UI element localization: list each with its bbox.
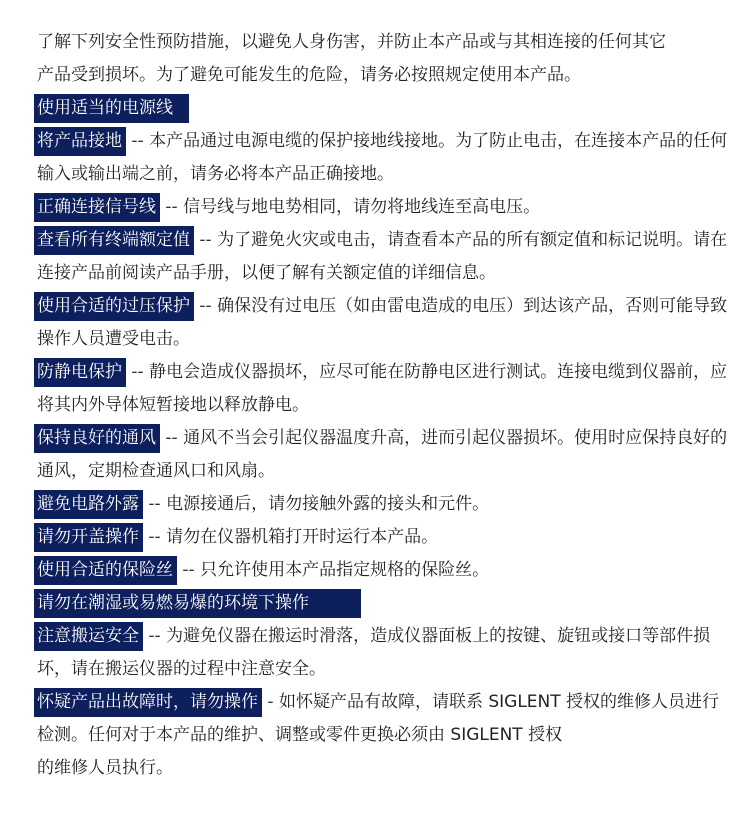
item-separator: -- [160,197,184,217]
intro-line-1: 了解下列安全性预防措施，以避免人身伤害，并防止本产品或与其相连接的任何其它 [37,32,666,52]
item-heading: 怀疑产品出故障时，请勿操作 [34,688,262,717]
intro-line-2: 产品受到损坏。为了避免可能发生的危险，请务必按照规定使用本产品。 [37,65,581,85]
item-heading: 请勿在潮湿或易燃易爆的环境下操作 [34,589,361,618]
item-heading: 保持良好的通风 [34,424,160,453]
item-text: 如怀疑产品有故障，请联系 SIGLENT 授权的维修人员进行检测。任何对于本产品的维护、调整或零件更换必须由 SIGLENT 授权 [37,692,720,745]
item-text: 本产品通过电源电缆的保护接地线接地。为了防止电击，在连接本产品的任何输入或输出端之前，请务必将本产品正确接地。 [37,131,728,184]
item-heading: 请勿开盖操作 [34,523,143,552]
item-heading: 正确连接信号线 [34,193,160,222]
item-text-continued: 的维修人员执行。 [37,758,173,778]
item-separator: -- [143,494,167,514]
item-suspected-fault [37,686,730,785]
item-heading: 避免电路外露 [34,490,143,519]
item-heading: 使用合适的保险丝 [34,556,177,585]
item-heading: 使用合适的过压保护 [34,292,194,321]
item-heading: 将产品接地 [34,127,126,156]
item-text: 电源接通后，请勿接触外露的接头和元件。 [166,494,490,514]
item-esd [37,356,730,422]
item-overvoltage [37,290,730,356]
item-heading: 防静电保护 [34,358,126,387]
item-signal-line [37,191,730,224]
item-separator: -- [143,626,167,646]
item-separator: -- [126,131,150,151]
item-text: 信号线与地电势相同，请勿将地线连至高电压。 [183,197,541,217]
item-separator: -- [126,362,150,382]
item-separator: -- [194,230,218,250]
item-heading: 查看所有终端额定值 [34,226,194,255]
item-terminal-ratings [37,224,730,290]
item-text: 通风不当会引起仪器温度升高，进而引起仪器损坏。使用时应保持良好的通风，定期检查通风口和风扇。 [37,428,728,481]
item-text: 为避免仪器在搬运时滑落，造成仪器面板上的按键、旋钮或接口等部件损坏，请在搬运仪器的过程中注意安全。 [37,626,711,679]
item-text: 确保没有过电压（如由雷电造成的电压）到达该产品，否则可能导致操作人员遭受电击。 [37,296,728,349]
intro-paragraph [37,26,730,92]
item-ventilation [37,422,730,488]
item-separator: -- [143,527,167,547]
item-heading: 注意搬运安全 [34,622,143,651]
item-separator: - [262,692,279,712]
item-text: 为了避免火灾或电击，请查看本产品的所有额定值和标记说明。请在连接产品前阅读产品手册，以便了解有关额定值的详细信息。 [37,230,728,283]
item-fuse [37,554,730,587]
item-separator: -- [177,560,201,580]
item-text: 静电会造成仪器损坏，应尽可能在防静电区进行测试。连接电缆到仪器前，应将其内外导体短暂接地以释放静电。 [37,362,728,415]
item-separator: -- [160,428,184,448]
item-grounding [37,125,730,191]
item-text: 只允许使用本产品指定规格的保险丝。 [200,560,490,580]
item-exposed-circuit [37,488,730,521]
item-transport [37,620,730,686]
item-power-cord [37,92,730,125]
item-separator: -- [194,296,218,316]
item-cover-open [37,521,730,554]
item-humid-environment [37,587,730,620]
item-heading: 使用适当的电源线 [34,94,189,123]
item-text: 请勿在仪器机箱打开时运行本产品。 [166,527,439,547]
